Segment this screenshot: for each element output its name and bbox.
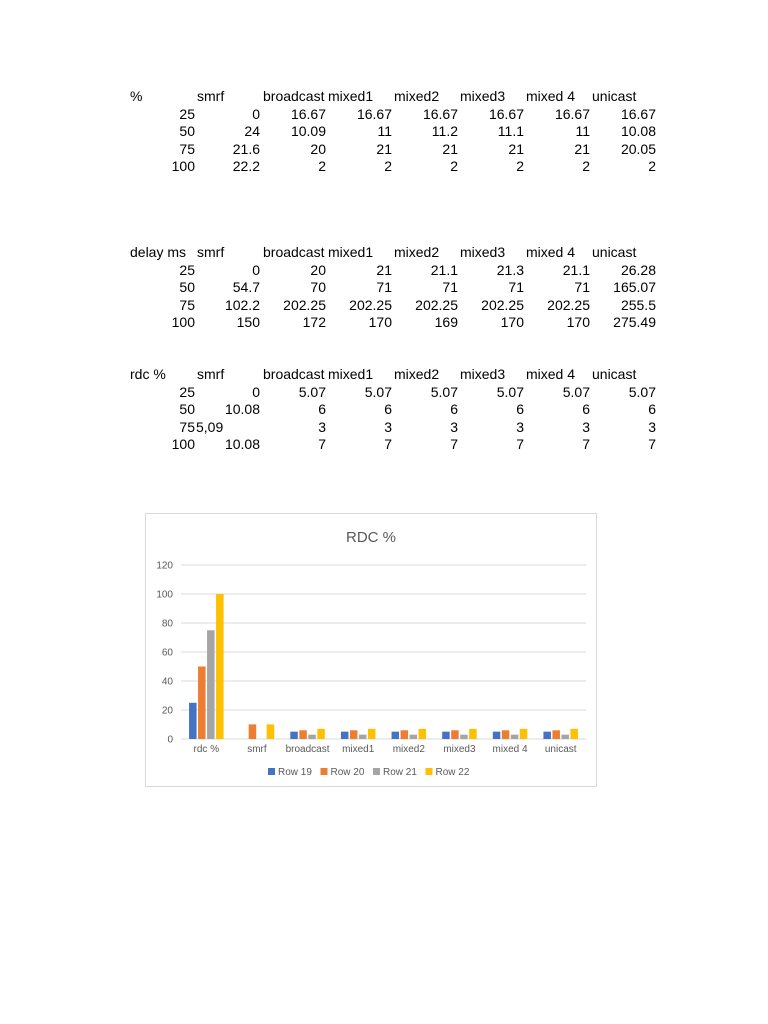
bar	[451, 730, 459, 739]
table-cell: 21.1	[562, 261, 590, 278]
table-cell: 21.3	[496, 261, 524, 278]
table-cell: 5.07	[430, 383, 458, 400]
table-cell: 7	[582, 436, 590, 452]
table-cell: 255.5	[620, 296, 656, 313]
column-header: unicast	[592, 244, 637, 260]
table-cell: 5.07	[298, 383, 326, 400]
table-cell: 3	[318, 418, 326, 435]
bar	[392, 732, 400, 739]
table-cell: 71	[574, 279, 590, 295]
x-tick-label: unicast	[544, 744, 577, 755]
column-header: unicast	[592, 366, 637, 382]
table-cell: 6	[516, 401, 524, 417]
table-cell: 11	[377, 123, 392, 139]
table-cell: 70	[310, 279, 326, 295]
table-cell: 54.7	[232, 279, 260, 295]
bar	[290, 732, 298, 739]
table-cell: 11.2	[431, 123, 458, 139]
x-tick-label: mixed3	[443, 744, 476, 755]
table-cell: 10.08	[224, 401, 260, 417]
table-cell: 100	[171, 158, 195, 174]
data-table-1	[130, 88, 660, 176]
table-cell: 71	[442, 279, 458, 295]
table-cell: 202.25	[283, 296, 326, 313]
column-header: mixed2	[394, 366, 440, 382]
table-cell: 6	[450, 401, 458, 417]
bar	[350, 730, 358, 739]
bar	[469, 729, 477, 739]
table-cell: 71	[508, 279, 524, 295]
bar	[249, 724, 257, 739]
table-cell: 170	[566, 314, 590, 330]
bar	[493, 732, 501, 739]
legend-swatch	[373, 768, 380, 775]
table-cell: 202.25	[349, 296, 392, 313]
table-cell: 275.49	[613, 314, 656, 330]
column-header: delay ms	[130, 244, 187, 260]
column-header: unicast	[592, 88, 637, 104]
table-cell: 10.08	[620, 123, 656, 139]
table-cell: 16.67	[290, 105, 326, 122]
y-tick-label: 0	[167, 734, 173, 746]
chart-title: RDC %	[345, 529, 397, 546]
bar	[419, 729, 427, 739]
table-cell: 22.2	[232, 158, 260, 174]
bar	[410, 735, 418, 739]
table-row	[130, 297, 660, 315]
table-cell: 170	[368, 314, 392, 330]
table-cell: 2	[384, 158, 392, 174]
table-cell: 75	[179, 296, 195, 313]
bar	[207, 630, 215, 739]
column-header: mixed 4	[526, 366, 576, 382]
table-cell: 21	[442, 140, 458, 157]
table-cell: 20.05	[620, 140, 656, 157]
table-cell: 7	[516, 436, 524, 452]
y-tick-label: 80	[161, 618, 173, 630]
y-tick-label: 60	[161, 647, 173, 659]
legend-swatch	[321, 768, 328, 775]
table-cell: 165.07	[613, 279, 656, 295]
table-cell: 0	[252, 261, 260, 278]
table-cell: 0	[252, 105, 260, 122]
bar	[543, 732, 551, 739]
bar	[520, 729, 528, 739]
column-header: mixed1	[328, 244, 374, 260]
column-header: smrf	[197, 244, 225, 260]
rdc-chart[interactable]	[145, 513, 597, 787]
bar	[308, 735, 316, 739]
table-cell: 25	[179, 105, 195, 122]
data-table-2	[130, 244, 660, 332]
table-cell: 11	[575, 123, 590, 139]
data-table-3	[130, 366, 660, 454]
table-cell: 6	[384, 401, 392, 417]
table-cell: 5.07	[496, 383, 524, 400]
column-header: mixed 4	[526, 88, 576, 104]
bar	[442, 732, 450, 739]
table-row	[130, 123, 660, 141]
bar	[216, 594, 224, 739]
table-row	[130, 384, 660, 402]
table-cell: 169	[434, 314, 458, 330]
table-cell: 3	[582, 418, 590, 435]
y-tick-label: 120	[156, 560, 173, 572]
table-cell: 2	[318, 158, 326, 174]
bar	[341, 732, 349, 739]
column-header: mixed3	[460, 88, 506, 104]
y-tick-label: 40	[161, 676, 173, 688]
table-cell: 5,09	[196, 418, 224, 435]
column-header: mixed1	[328, 366, 374, 382]
bar	[502, 730, 510, 739]
x-tick-label: mixed2	[392, 744, 425, 755]
table-cell: 2	[516, 158, 524, 174]
column-header: mixed 4	[526, 244, 576, 260]
legend-label: Row 22	[435, 767, 470, 778]
table-cell: 26.28	[620, 261, 656, 278]
table-cell: 10.08	[224, 436, 260, 452]
table-cell: 3	[516, 418, 524, 435]
column-header: smrf	[197, 88, 225, 104]
table-cell: 21.6	[232, 140, 260, 157]
column-header: broadcast	[263, 244, 325, 260]
x-tick-label: rdc %	[193, 744, 220, 755]
table-cell: 170	[500, 314, 524, 330]
table-cell: 21	[376, 140, 392, 157]
table-header-row	[130, 366, 660, 384]
table-cell: 100	[171, 436, 195, 452]
table-cell: 172	[302, 314, 326, 330]
bar	[198, 667, 206, 740]
table-cell: 7	[450, 436, 458, 452]
table-cell: 5.07	[562, 383, 590, 400]
table-cell: 50	[179, 123, 195, 139]
column-header: %	[130, 88, 143, 104]
legend-label: Row 20	[330, 767, 365, 778]
table-row	[130, 314, 660, 332]
table-cell: 21	[376, 261, 392, 278]
table-cell: 24	[244, 123, 260, 139]
legend-label: Row 19	[278, 767, 312, 778]
table-cell: 6	[648, 401, 656, 417]
bar	[359, 735, 367, 739]
y-tick-label: 100	[156, 589, 173, 601]
table-cell: 71	[376, 279, 392, 295]
table-cell: 202.25	[415, 296, 458, 313]
table-header-row	[130, 244, 660, 262]
legend-swatch	[268, 768, 275, 775]
table-cell: 16.67	[488, 105, 524, 122]
table-cell: 0	[252, 383, 260, 400]
table-cell: 21	[574, 140, 590, 157]
bar	[317, 729, 325, 739]
table-cell: 16.67	[422, 105, 458, 122]
rdc-chart-svg	[146, 514, 596, 786]
table-cell: 2	[450, 158, 458, 174]
table-cell: 2	[582, 158, 590, 174]
bar	[299, 730, 307, 739]
table-cell: 50	[179, 401, 195, 417]
table-row	[130, 436, 660, 454]
table-cell: 7	[318, 436, 326, 452]
table-row	[130, 262, 660, 280]
x-tick-label: mixed 4	[492, 744, 528, 755]
table-row	[130, 419, 660, 437]
table-row	[130, 141, 660, 159]
table-cell: 202.25	[481, 296, 524, 313]
column-header: mixed3	[460, 366, 506, 382]
bar	[460, 735, 468, 739]
table-cell: 25	[179, 261, 195, 278]
table-cell: 5.07	[364, 383, 392, 400]
table-header-row	[130, 88, 660, 106]
x-tick-label: broadcast	[285, 744, 330, 755]
table-cell: 7	[384, 436, 392, 452]
bar	[570, 729, 578, 739]
table-cell: 21	[508, 140, 524, 157]
table-row	[130, 401, 660, 419]
table-cell: 5.07	[628, 383, 656, 400]
table-cell: 2	[648, 158, 656, 174]
column-header: mixed2	[394, 88, 440, 104]
column-header: smrf	[197, 366, 225, 382]
table-cell: 20	[310, 261, 326, 278]
bar	[561, 735, 569, 739]
bar	[552, 730, 560, 739]
column-header: mixed2	[394, 244, 440, 260]
column-header: broadcast	[263, 366, 325, 382]
table-cell: 100	[171, 314, 195, 330]
table-row	[130, 158, 660, 176]
table-cell: 3	[648, 418, 656, 435]
table-cell: 202.25	[547, 296, 590, 313]
table-row	[130, 279, 660, 297]
table-cell: 75	[179, 140, 195, 157]
bar	[189, 703, 197, 739]
table-cell: 7	[648, 436, 656, 452]
column-header: mixed1	[328, 88, 374, 104]
legend-swatch	[426, 768, 433, 775]
table-cell: 16.67	[356, 105, 392, 122]
table-cell: 16.67	[554, 105, 590, 122]
table-cell: 11.1	[497, 123, 524, 139]
legend-label: Row 21	[383, 767, 417, 778]
table-cell: 6	[318, 401, 326, 417]
table-cell: 3	[450, 418, 458, 435]
column-header: mixed3	[460, 244, 506, 260]
table-cell: 150	[236, 314, 260, 330]
table-cell: 10.09	[290, 123, 326, 139]
column-header: rdc %	[130, 366, 166, 382]
y-tick-label: 20	[161, 705, 173, 717]
table-cell: 6	[582, 401, 590, 417]
bar	[267, 724, 275, 739]
table-row	[130, 106, 660, 124]
table-cell: 16.67	[620, 105, 656, 122]
table-cell: 50	[179, 279, 195, 295]
x-tick-label: smrf	[247, 744, 267, 755]
bar	[401, 730, 409, 739]
table-cell: 3	[384, 418, 392, 435]
table-cell: 25	[179, 383, 195, 400]
bar	[511, 735, 519, 739]
table-cell: 21.1	[430, 261, 458, 278]
table-cell: 20	[310, 140, 326, 157]
x-tick-label: mixed1	[342, 744, 375, 755]
table-cell: 102.2	[224, 296, 260, 313]
table-cell: 75	[179, 418, 195, 435]
column-header: broadcast	[263, 88, 325, 104]
bar	[368, 729, 376, 739]
